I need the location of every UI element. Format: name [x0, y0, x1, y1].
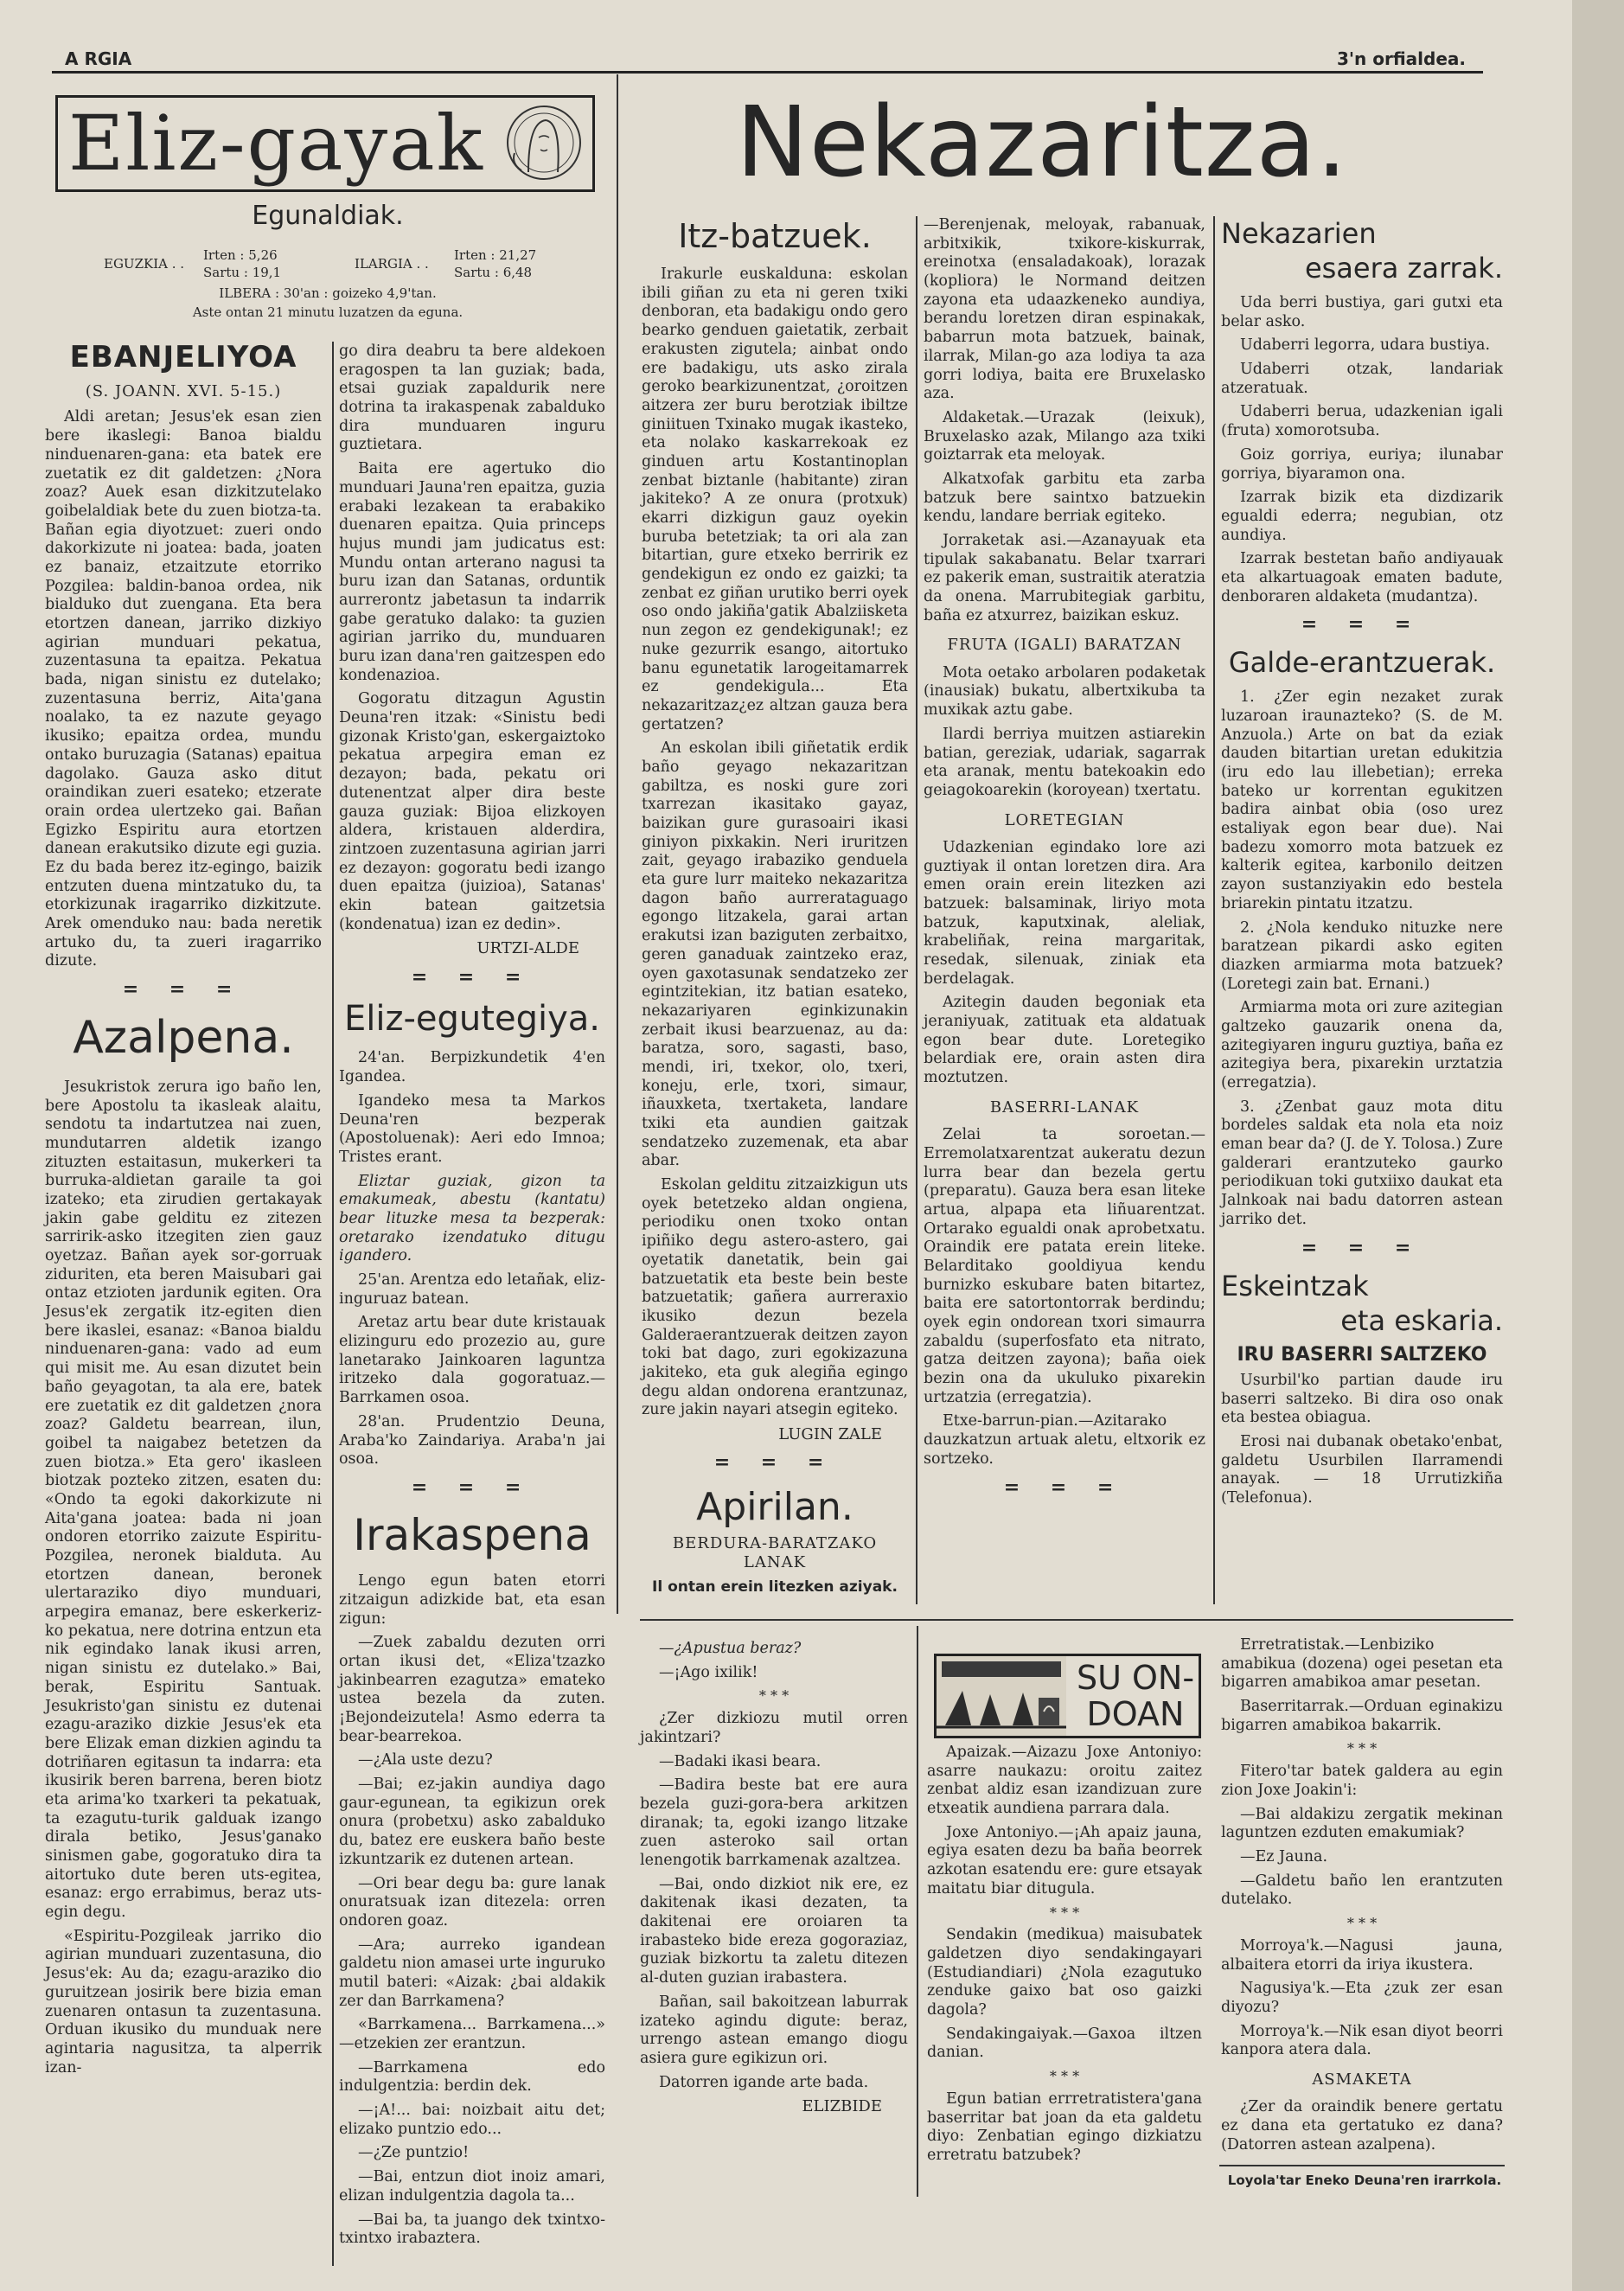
ebanjeliyoa-paragraph: go dira deabru ta bere aldekoen eragospen ta lan guziak; bada, etsai guziak zapaldurik nere dotrina ta irakaspenak zabalduko dira munduaren inguru guztietara. [339, 342, 605, 454]
azalpena-paragraph: «Espiritu-Pozgileak jarriko dio agirian munduari zuzentasuna, dio Jesus'ek: Au da; ezagu-araziko dio guruitzean josirik bere bizia eman zuenaren ontasun ta zuzentasuna. Orduan ikusiko du munduak nere agintaria nagusitza, ta alperrik izan- [45, 1927, 322, 2077]
eskeintzak-title-2: eta eskaria. [1340, 1303, 1503, 1337]
apirilan-title: Apirilan. [696, 1484, 854, 1529]
column-d [924, 216, 1205, 1508]
separator: = = = [1301, 1236, 1423, 1259]
su-ondoan-paragraph: Apaizak.—Aizazu Joxe Antoniyo: asarre naukazu: oroitu zaitez zenbat aldiz esan izandizuan zure etxeatik aundiena parrara dala. [927, 1744, 1202, 1818]
apirilan-paragraph: —Berenjenak, meloyak, rabanuak, arbitxikik, txikore-kiskurrak, ereinotxa (ensaladakoak), lorazak (kopliora) le Normand deitzen zayona eta udaazkeneko aundiya, berandu loretzen diran espinakak, babarrun mota batzuek, bainak, ilarrak, Milan-go aza lodiya ta aza gorri lodiya, baita ere Bruxelasko aza. [924, 216, 1205, 403]
su-ondoan-paragraph: Sendakin (medikua) maisubatek galdetzen diyo sendakingayari (Estudiandiari) ¿Nola ezagutuko zenduke gaixo bat oso gaizki dagola? [927, 1926, 1202, 2019]
column-c [642, 216, 908, 1600]
apirilan-subtitle: BERDURA-BARATZAKO LANAK [672, 1534, 878, 1572]
fruta-paragraph: Mota oetako arbolaren podaketak (inausiak) bukatu, albertxikuba ta muxikak aztu gabe. [924, 663, 1205, 720]
egutegiya-paragraph: 25'an. Arentza edo letañak, eliz-inguruaz batean. [339, 1271, 605, 1308]
irakaspena-paragraph: —¿Ala uste dezu? [358, 1751, 493, 1769]
egunaldiak-section [55, 201, 600, 241]
egutegiya-paragraph: 28'an. Prudentzio Deuna, Araba'ko Zaindariya. Araba'n jai osoa. [339, 1412, 605, 1469]
su-ondoan-banner [934, 1654, 1201, 1738]
eskeintzak-subtitle: IRU BASERRI SALTZEKO [1237, 1343, 1487, 1366]
nekazarien-title-2: esaera zarrak. [1304, 252, 1503, 285]
dialogue-signature: ELIZBIDE [802, 2097, 882, 2116]
irakaspena-paragraph: «Barrkamena... Barrkamena...» —etzekien zer erantzun. [339, 2016, 605, 2052]
column-a [45, 339, 322, 2083]
galde-paragraph: Armiarma mota ori zure azitegian galtzeko gauzarik onena da, azitegiyaren inguru guztiya, baña ez azitegiya bera, pixarekin urztatzia (erregatzia). [1221, 999, 1503, 1091]
apirilan-paragraph: Alkatxofak garbitu eta zarba batzuk bere saintxo batzuekin kendu, landare berriak egiteko. [924, 470, 1205, 526]
moon-phase: ILBERA : 30'an : goizeko 4,9'tan. [219, 285, 437, 301]
column-rule [332, 342, 334, 2266]
footer-rule [1219, 2165, 1505, 2166]
fruta-paragraph: Ilardi berriya muitzen astiarekin batian, gereziak, udariak, sagarrak eta aranak, mentu batekoakin edo geiagokoarekin (koroyean) txertatu. [924, 725, 1205, 799]
day-length-note: Aste ontan 21 minutu luzatzen da eguna. [192, 304, 464, 320]
baserri-paragraph: Zelai ta soroetan.—Erremolatxarentzat aukeratu dezun lurra bear dan bezela gertu (preparatu). Gauza bera esan liteke artua, alpapa eta liñuarentzat. Ortarako egualdi onak aprobetxatu. Oraindik ere patata erein liteke. Belarditako gooldiyua kendu burnizko eskubare baten bitartez, baita ere satortontorrak berdindu; oyek egin ondorean txori simaurra zabaldu (superfosfato eta nitrato, gatza deitzen zayona); baña oiek bezin ona da ukuluko pixarekin urtzatzia (erregatzia). [924, 1126, 1205, 1406]
fruta-heading: FRUTA (IGALI) BARATZAN [947, 636, 1182, 655]
column-rule [916, 216, 917, 1604]
nekazaritza-title: Nekazaritza. [736, 86, 1348, 199]
paper-edge [1572, 0, 1624, 2291]
ebanjeliyoa-title: EBANJELIYOA [69, 340, 297, 374]
irakaspena-paragraph: Lengo egun baten etorri zitzaigun adizkide bat, eta esan zigun: [339, 1572, 605, 1628]
esaera-line: Uda berri bustiya, gari gutxi eta belar asko. [1221, 294, 1503, 330]
separator-stars: * * * [1049, 2068, 1080, 2085]
loretegian-paragraph: Azitegin dauden begoniak eta jeraniyuak, zatituak eta aldatuak egon bear dute. Loretegiko belardiak ere, orain asten dira moztutzen. [924, 994, 1205, 1087]
esaera-line: Izarrak bizik eta dizdizarik egualdi ederra; negubian, otz aundiya. [1221, 489, 1503, 544]
sun-set-label: Sartu : [203, 265, 248, 280]
separator-stars: * * * [1049, 1904, 1080, 1921]
separator: = = = [411, 1475, 534, 1499]
ebanjeliyoa-paragraph: Aldi aretan; Jesus'ek esan zien bere ikaslegi: Banoa bialdu ninduenaren-gana: eta batek ere zuetatik ez dit galdetzen: ¿Nora zoaz? Auek esan dizkitzutelako goibelaldiak bete du zuen biotza-ta. Bañan egia diyotzuet: zueri ondo dakorkizute ni joatea: bada, joaten ez banaiz, etzaitzute etorriko Pozgilea: baldin-banoa ordea, nik bialduko dut zuengana. Eta bera etortzen danean, jarriko dizkiyo agirian munduari pekatua, zuzentasuna ta epaitza. Pekatua bada, nigan sinistu ez dutelako; zuzentasuna berriz, Aita'gana noalako, ta ez nazute geyago ikusiko; epaitza ordea, mundu ontako buruzagia (Satanas) epaitua dagolako. Gauza asko ditut oraindikan zueri esateko; etzerate orain ordea ulertzeko gai. Bañan Egizko Espiritu aura etortzen danean erakutsiko dizute egi guzia. Ez du bada berez itz-egingo, baizik entzuten duena mintzatuko du, ta etorkizunak iragarriko dizkitzute. Arek omenduko nau: bada neretik artuko du, ta zueri iragarriko dizute. [45, 408, 322, 970]
moon-rise-label: Irten : [454, 247, 496, 263]
erretratistak-paragraph: Nagusiya'k.—Eta ¿zuk zer esan diyozu? [1221, 1980, 1503, 2016]
itz-batzuek-paragraph: Eskolan gelditu zitzaizkigun uts oyek betetzeko aldan ongiena, periodiku onen txoko ontan ipiñiko degu astero-astero, gai oyetatik danetatik, bein gai batzuetatik eta beste bein beste batzuetatik; gañera aurreraxio ikusiko dezun bezela Galderaerantzuerak deitzen zayon toki bat dago, zuri egokizazuna jakiteko, eta guk alegiña egingo degu aldan ondorena erantzunaz, zure jakin nayari atsegin egiteko. [642, 1176, 908, 1419]
galde-paragraph: 2. ¿Nola kenduko nituzke nere baratzean pikardi asko egiten diazken armiarma mota batzuek? (Loretegi zain bat. Ernani.) [1221, 918, 1503, 993]
azalpena-title: Azalpena. [73, 1012, 294, 1065]
eskeintzak-paragraph: Usurbil'ko partian daude iru baserri saltzeko. Bi dira oso onak eta bestea obiagua. [1221, 1372, 1503, 1427]
separator-stars: * * * [1346, 1740, 1378, 1757]
esaera-line: Udaberri berua, udazkenian igali (fruta) xomorotsuba. [1221, 403, 1503, 440]
irakaspena-paragraph: —Bai, entzun diot inoiz amari, elizan indulgentzia dagola ta... [339, 2168, 605, 2205]
sun-rise: 5,26 [248, 247, 278, 263]
itz-batzuek-paragraph: An eskolan ibili giñetatik erdik baño geyago nekazaritzan gabiltza, es noski gure zori txarrezan ikasitako gayaz, baizikan gure gurasoairi ikasi giniyon pixkakin. Neri iruritzen zait, geyago irabaziko genduela eta gure lurr maiteko nekazaritza dagon baño aurrerataguago egongo litzakela, garai artan erakutsi izan baziguten zerbaitxo, geren ganaduak zaintzeko eraz, oyen gaxotasunak sendatzeko zer egintzitekian, itz batian esateko, nekazariyaren eginkizunakin zerbait ikusi bearzuenaz, au da: baratza, soro, sagasti, baso, mendi, iri, txekor, olo, txeri, koneju, erle, txori, simaur, iñauxketa, txertaketa, landare txiki eta aundien gaitzak sendatzeko zuzemenak, eta abar abar. [642, 739, 908, 1170]
esaera-line: Izarrak bestetan baño andiyauak eta alkartuagoak ematen badute, denboraren aldaketa (mudantza). [1221, 550, 1503, 605]
erretratistak-paragraph: Erretratistak.—Lenbiziko amabikua (dozena) ogei pesetan eta bigarren amabikoa amar pesetan. [1221, 1636, 1503, 1692]
column-b [339, 342, 605, 2254]
column-rule [917, 1626, 918, 2197]
irakaspena-paragraph: —Zuek zabaldu dezuten orri ortan ikusi det, «Eliza'tzazko jakinbearren ezagutza» emateko ustea bezela da zuten. ¡Bejondeizutela! Asmo ederra ta bear-bearrekoa. [339, 1634, 605, 1745]
column-rule [1213, 216, 1215, 1604]
su-ondoan-title-2: DOAN [1086, 1695, 1185, 1733]
esaera-line: Udaberri legorra, udara bustiya. [1240, 336, 1491, 355]
loretegian-paragraph: Udazkenian egindako lore azi guztiyak il ontan loretzen dira. Ara emen orain erein litezken azi batzuek: balsaminak, liriyo mota batzuk, kaputxinak, aleliak, krabeliñak, reina margaritak, resedak, silenuak, ziniak eta berdelagak. [924, 838, 1205, 988]
irakaspena-title: Irakaspena [353, 1510, 591, 1561]
loretegian-heading: LORETEGIAN [1004, 810, 1125, 829]
separator: = = = [1301, 613, 1423, 637]
su-ondoan-paragraph: Sendakingaiyak.—Gaxoa iltzen danian. [927, 2025, 1202, 2062]
separator: = = = [411, 965, 534, 989]
separator: = = = [122, 978, 245, 1002]
egunaldiak-title: Egunaldiak. [252, 201, 404, 231]
apirilan-paragraph: Aldaketak.—Urazak (leixuk), Bruxelasko azak, Milango aza txiki goiztarrak eta meloyak. [924, 408, 1205, 464]
egutegiya-paragraph: Aretaz artu bear dute kristauak elizinguru edo prozezio au, gure lanetarako Jainkoaren laguntza iritzeko dala gogoratuaz.—Barrkamen osoa. [339, 1314, 605, 1407]
erretratistak-paragraph: —Galdetu baño len erantzuten dutelako. [1221, 1872, 1503, 1909]
dialogue-paragraph: —¿Apustua beraz? [659, 1640, 802, 1657]
separator-stars: * * * [1346, 1915, 1378, 1932]
dialogue-paragraph: —Bai, ondo dizkiot nik ere, ez dakitenak ikasi dezaten, ta dakitenai ere oroiaren ta irabasteko bide ereza gogoraziaz, guziak bizkortu ta zaletu ditezen al-duten guzian irabastera. [640, 1875, 908, 1987]
su-ondoan-paragraph: Joxe Antoniyo.—¡Ah apaiz jauna, egiya esaten dezu ba baña beorrek azkotan esatendu ere: gure etsayak maitatu biar ditugula. [927, 1823, 1202, 1897]
dialogue-paragraph: ¿Zer dizkiozu mutil orren jakintzari? [640, 1710, 908, 1746]
su-ondoan-column [927, 1744, 1202, 2171]
su-ondoan-title-1: SU ON- [1076, 1659, 1195, 1697]
irakaspena-paragraph: —Ori bear degu ba: gure lanak onuratsuak izan ditezela: orren ondoren goaz. [339, 1874, 605, 1929]
itz-batzuek-paragraph: Irakurle euskalduna: eskolan ibili giñan zu eta ni geren txiki denboran, eta badakigu ondo gero bearko genduen gaietatik, zerbait erakusten zigutela; ainbat ondo ere badakigu, uts asko zirala geroko bearkizunentzat, ¿oroitzen aitzera zer buru berotziak ibiltze giniituen Txinako mugak ikasteko, eta nolako kaskarrekoak ez ginduen artu Kostantinoplan zenbat biztanle (habitante) ziran jakiteko? A ze onura (protxuk) ekarri dizkigun gauz oyekin buruba betetziak; ta ori ala zan bitartian, gure etxeko berririk ez gendekigun ez ondo ez gaizki; ta zenbat ez giñan urutiko berri oyek oso ondo jakiña'gatik Abalziisketa nun zegon ez gendekigunak!; ez nuke gezurrik esango, aitortuko banu egunetatik larogeitamarrek ez gendekigula... Eta nekazaritzaz¿ez altzan gauza bera gertatzen? [642, 266, 908, 733]
asmaketa-heading: ASMAKETA [1312, 2070, 1412, 2089]
column-rule [617, 74, 618, 1614]
eskeintzak-title: Eskeintzak [1221, 1269, 1369, 1302]
moon-set: 6,48 [502, 265, 533, 280]
eskeintzak-paragraph: Erosi nai dubanak obetako'enbat, galdetu Usurbilen Ilarramendi anayak. — 18 Urrutizkiña (Telefonua). [1221, 1433, 1503, 1507]
asmaketa-paragraph: ¿Zer da oraindik benere gertatu ez dana eta gertatuko ez dana? (Datorren astean azalpena). [1221, 2098, 1503, 2153]
dialogue-paragraph: —Badira beste bat ere aura bezela guzi-gora-bera arkitzen diranak; ta, egoki izango litzake zuen asteroko sail ortan lenengotik barrkamenak azaltzea. [640, 1776, 908, 1870]
madonna-portrait-icon [502, 103, 585, 182]
irakaspena-paragraph: —¿Ze puntzio! [358, 2144, 470, 2162]
dialogue-paragraph: —¡Ago ixilik! [659, 1663, 758, 1681]
moon-label: ILARGIA . . [355, 256, 429, 272]
dialogue-paragraph: Datorren igande arte bada. [659, 2073, 869, 2091]
erretratistak-paragraph: Morroya'k.—Nik esan diyot beorri kanpora atera dala. [1221, 2022, 1503, 2059]
hearth-scene-icon [937, 1656, 1066, 1736]
eliz-gayak-title: Eliz-gayak [68, 99, 484, 188]
header-right: 3'n orfialdea. [1337, 48, 1466, 69]
erretratistak-paragraph: Baserritarrak.—Orduan eginakizu bigarren amabikoa bakarrik. [1221, 1698, 1503, 1734]
erretratistak-column [1221, 1636, 1503, 2160]
header-left: A RGIA [65, 48, 132, 69]
su-ondoan-title [1075, 1660, 1196, 1732]
eliz-egutegiya-title: Eliz-egutegiya. [344, 998, 600, 1039]
egutegiya-paragraph: 24'an. Berpizkundetik 4'en Igandea. [339, 1049, 605, 1086]
su-ondoan-paragraph: Egun batian errretratistera'gana baserritar bat joan da eta galdetu diyo: Zenbatian egingo dizkiatzu erretratu batzubek? [927, 2089, 1202, 2165]
nekazarien-title: Nekazarien [1221, 217, 1377, 250]
irakaspena-paragraph: —Ara; aurreko igandean galdetu nion amasei urte inguruko mutil bateri: «Aizak: ¿bai aldakik zer dan Barrkamena? [339, 1936, 605, 2010]
erretratistak-paragraph: Morroya'k.—Nagusi jauna, albaitera etorri da iriya ikustera. [1221, 1936, 1503, 1974]
printer-credit: Loyola'tar Eneko Deuna'ren irarrkola. [1227, 2173, 1502, 2188]
egutegiya-paragraph: Eliztar guziak, gizon ta emakumeak, abestu (kantatu) bear lituzke mesa ta bezperak: oretarako izendatuko ditugu igandero. [339, 1172, 605, 1265]
erretratistak-paragraph: —Ez Jauna. [1240, 1848, 1328, 1866]
erretratistak-paragraph: Fitero'tar batek galdera au egin zion Joxe Joakin'i: [1221, 1763, 1503, 1799]
header-rule [52, 71, 1483, 74]
dialogue-paragraph: Bañan, sail bakoitzean laburrak izateko agindu digute: beraz, urrengo astean emango diogu asiera gure egikizun ori. [640, 1993, 908, 2067]
page-header [65, 48, 1466, 67]
irakaspena-paragraph: —Barrkamena edo indulgentzia: berdin dek. [339, 2058, 605, 2096]
dialogue-paragraph: —Badaki ikasi beara. [659, 1752, 822, 1770]
separator: = = = [1003, 1475, 1126, 1499]
esaera-line: Goiz gorriya, euriya; ilunabar gorriya, biyaramon ona. [1221, 445, 1503, 483]
column-e [1221, 216, 1503, 1513]
ebanjeliyoa-signature: URTZI-ALDE [476, 939, 579, 958]
itz-batzuek-signature: LUGIN ZALE [778, 1425, 882, 1444]
egutegiya-paragraph: Igandeko mesa ta Markos Deuna'ren bezperak (Apostoluenak): Aeri edo Imnoa; Tristes erant. [339, 1091, 605, 1166]
galde-paragraph: 3. ¿Zenbat gauz mota ditu bordeles saldak eta nola eta noiz eman bear da? (J. de Y. Tolosa.) Zure galderari erantzuteko gaurko periodikuan toki gutxiixo daukat eta Jalnkoak nai badu datorren astean jarriko det. [1221, 1098, 1503, 1228]
sun-rise-label: Irten : [203, 247, 245, 263]
apirilan-bold-heading: Il ontan erein litezken aziyak. [652, 1577, 898, 1596]
itz-batzuek-title: Itz-batzuek. [678, 217, 872, 255]
baserri-paragraph: Etxe-barrun-pian.—Azitarako dauzkatzun artuak aletu, eltxorik ez sortzeko. [924, 1412, 1205, 1468]
galde-title: Galde-erantzuerak. [1228, 645, 1496, 679]
ebanjeliyoa-paragraph: Gogoratu ditzagun Agustin Deuna'ren itzak: «Sinistu bedi gizonak Kristo'gan, eskergaiztoko pekatua arpegira eman ez dezayon; bada, pekatu ori dutenentzat alper dira beste gauza guziak: Bijoa elizkoyen aldera, kristauen alderdira, zintzoen zuzentasuna agirian jarri ez dezayon: gogoratu bedi izango duen epaitza (juizioa), Satanas' ekin batean gaitzetsia (kondenatua) izan ez dedin». [339, 690, 605, 933]
azalpena-paragraph: Jesukristok zerura igo baño len, bere Apostolu ta ikasleak alaitu, sendotu ta indartutzea nai zuen, mundutarren aldetik izango zituzten estaitasun, mukerkeri ta burruka-aldietan garaile ta goi izateko; eta zirudien gertakayak jakin gabe gelditu ez zitezen sarririk-asko itzegiten zien gauz oyetzaz. Bañan ayek sor-gorruak ziduriten, eta beren Maisubari gai ontaz etzioten jardunik egiten. Ora Jesus'ek zergatik itz-egiten dien bere ikaslei, esanaz: «Banoa bialdu ninduenaren-gana: vado ad eum qui misit me. Au esan dizutet bein baño geyagotan, ta ala ere, batek ere zuetatik ez dit galdetzen ¿nora zoaz? Galdetu bearrean, ilun, goibel ta naigabez betetzen da zuen biotza.» Eta gero' ikasleen biotzak pozteko zitzen, esaten du: «Ondo ta egoki dakorkizute ni Aita'gana joatea: bada ni joan ondoren etorriko zaizute Espiritu-Pozgilea, neronek bialduta. Au etortzen danean, beronek ulertaraziko diyo munduari, arpegira emanaz, bere eskerkeriz-ko pekatua, nere dotrina entzun eta nik egindako lanak ikusi arren, nigan sinistu ez dutelako.» Bai, berak, Espiritu Santuak. Jesukristo'gan sinistu ez dutenai ezagu-araziko dizkie Jesus'ek eta bere Elizak eman dizkien agindu ta dotriñaren egitasun ta indarra: eta ikusirik beren barrena, beren biotz eta arima'ko txarkeri ta pekatuak, ta ezagutu-turik galduak izango dirala betiko, Jesus'ganako sinismen gabe, gogoratuko dira ta aitortuko dute beren uts-egitea, esanaz: ergo errabimus, beraz uts-egin degu. [45, 1078, 322, 1922]
separator-stars: * * * [758, 1687, 790, 1705]
column-c-lower [640, 1640, 908, 2117]
section-rule [640, 1619, 1513, 1621]
galde-paragraph: 1. ¿Zer egin nezaket zurak luzaroan iraunazteko? (S. de M. Anzuola.) Arte on bat da eziak dauden bitartian uretan edukitzia (iru edo lau illebetian); erreka bateko ur korrentan egukitzen badira ainbat obia (oso urez estaliyak egon bear due). Nai badezu xomorro mota batzuek ez kalterik egitea, karbonilo deitzen zayon sustanziyakin edo bestela briarekin pintatu itzatzu. [1221, 688, 1503, 912]
ebanjeliyoa-paragraph: Baita ere agertuko dio munduari Jauna'ren epaitza, guzia erabaki lezakean ta erabakiko duenaren epaitza. Quia princeps hujus mundi jam judicatus est: Mundu ontan arterano nagusi ta buru izan dan Satanas, orduntik aurrerontz jabetasun ta indarrik gabe geratuko dalako: ta guzien agirian jarriko du, munduaren buru izan dana'ren gaitzespen edo kondenazioa. [339, 460, 605, 684]
irakaspena-paragraph: —Bai; ez-jakin aundiya dago gaur-egunean, ta egikizun orek onura (probetxu) asko zabalduko du, batez ere euskera baño beste izkuntzarik ez dutenen artean. [339, 1776, 605, 1868]
ebanjeliyoa-ref: (S. JOANN. XVI. 5-15.) [85, 382, 282, 401]
sun-set: 19,1 [252, 265, 282, 280]
baserri-heading: BASERRI-LANAK [989, 1098, 1140, 1117]
moon-rise: 21,27 [499, 247, 537, 263]
apirilan-paragraph: Jorraketak asi.—Azanayuak eta tipulak sakabanatu. Belar txarrari ez pakerik eman, sustraitik ateratzia da onena. Marrubitegiak garbitu, baña ez atxurrez, baizikan eskuz. [924, 532, 1206, 624]
moon-set-label: Sartu : [454, 265, 499, 280]
sun-label: EGUZKIA . . [104, 256, 185, 272]
esaera-line: Udaberri otzak, landariak atzeratuak. [1221, 361, 1503, 397]
separator: = = = [713, 1451, 836, 1475]
irakaspena-paragraph: —¡A!... bai: noizbait aitu det; elizako puntzio edo... [339, 2102, 605, 2138]
erretratistak-paragraph: —Bai aldakizu zergatik mekinan laguntzen ezduten emakumiak? [1221, 1805, 1503, 1842]
eliz-gayak-banner [55, 95, 595, 192]
irakaspena-paragraph: —Bai ba, ta juango dek txintxo-txintxo irabaztera. [339, 2211, 605, 2248]
